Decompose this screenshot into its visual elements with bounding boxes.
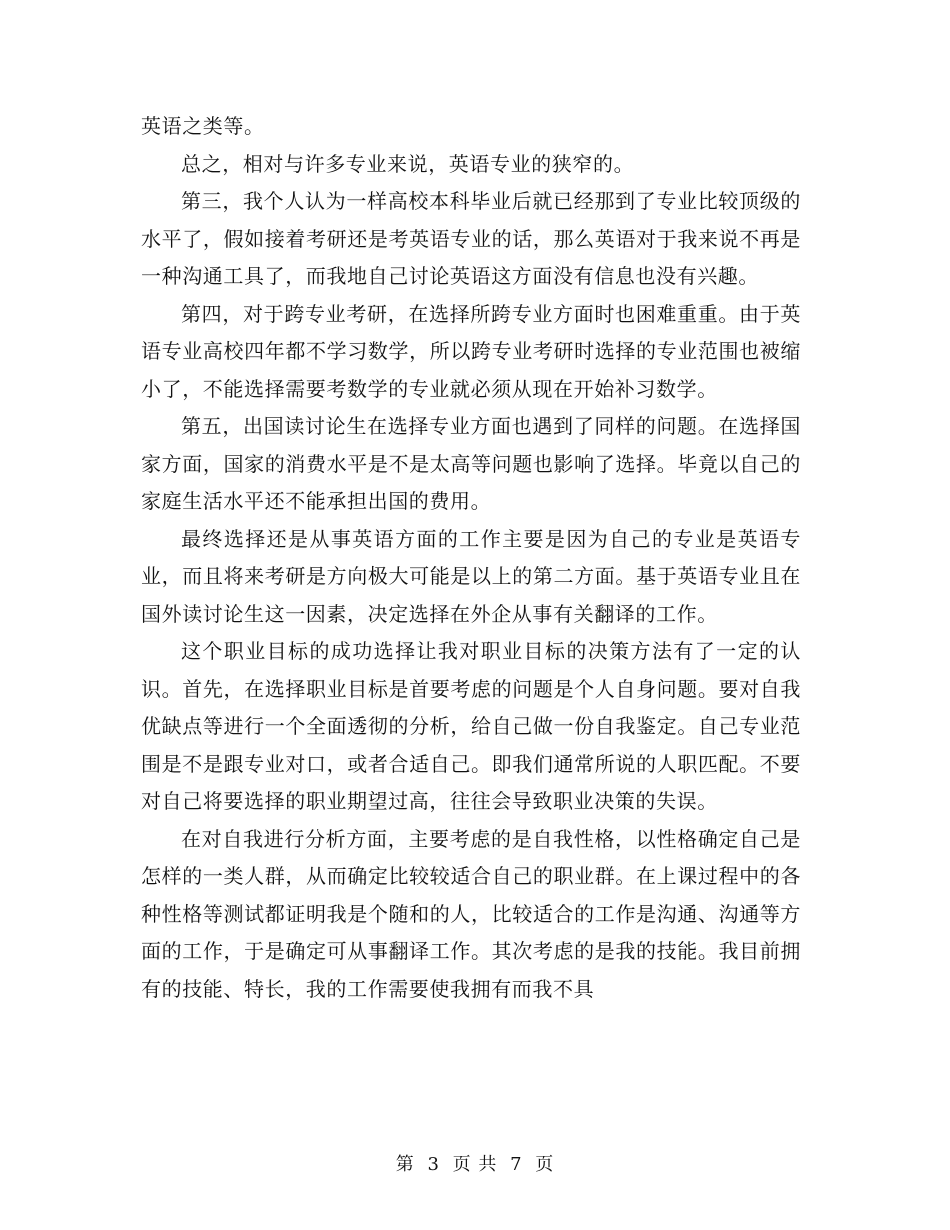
footer-current-page: 3 bbox=[427, 1154, 440, 1175]
paragraph-7: 这个职业目标的成功选择让我对职业目标的决策方法有了一定的认识。首先，在选择职业目标是首要考虑的问题是个人自身问题。要对自我优缺点等进行一个全面透彻的分析，给自己做一份自我鉴定。自己专业范围是不是跟专业对口，或者合适自己。即我们通常所说的人职匹配。不要对自己将要选择的职业期望过高，往往会导致职业决策的失误。 bbox=[141, 639, 801, 813]
footer-prefix: 第 bbox=[395, 1154, 415, 1175]
footer-suffix: 页 bbox=[535, 1154, 555, 1175]
paragraph-6: 最终选择还是从事英语方面的工作主要是因为自己的专业是英语专业，而且将来考研是方向极大可能是以上的第二方面。基于英语专业且在国外读讨论生这一因素，决定选择在外企从事有关翻译的工作。 bbox=[141, 526, 801, 626]
paragraph-5: 第五，出国读讨论生在选择专业方面也遇到了同样的问题。在选择国家方面，国家的消费水平是不是太高等问题也影响了选择。毕竟以自己的家庭生活水平还不能承担出国的费用。 bbox=[141, 414, 801, 513]
paragraph-3: 第三，我个人认为一样高校本科毕业后就已经那到了专业比较顶级的水平了，假如接着考研还是考英语专业的话，那么英语对于我来说不再是一种沟通工具了，而我地自己讨论英语这方面没有信息也没有兴趣。 bbox=[141, 189, 801, 288]
paragraph-1: 英语之类等。 bbox=[141, 114, 265, 138]
page-footer bbox=[0, 1150, 950, 1176]
paragraph-2: 总之，相对与许多专业来说，英语专业的狭窄的。 bbox=[181, 151, 635, 176]
paragraph-8: 在对自我进行分析方面，主要考虑的是自我性格，以性格确定自己是怎样的一类人群，从而确定比较较适合自己的职业群。在上课过程中的各种性格等测试都证明我是个随和的人，比较适合的工作是沟通、沟通等方面的工作，于是确定可从事翻译工作。其次考虑的是我的技能。我目前拥有的技能、特长，我的工作需要使我拥有而我不具 bbox=[141, 826, 801, 1001]
footer-total-pages: 7 bbox=[510, 1154, 523, 1175]
document-body bbox=[141, 108, 801, 1008]
footer-middle: 页 共 bbox=[452, 1154, 498, 1175]
paragraph-4: 第四，对于跨专业考研，在选择所跨专业方面时也困难重重。由于英语专业高校四年都不学习数学，所以跨专业考研时选择的专业范围也被缩小了，不能选择需要考数学的专业就必须从现在开始补习数学。 bbox=[141, 301, 801, 401]
